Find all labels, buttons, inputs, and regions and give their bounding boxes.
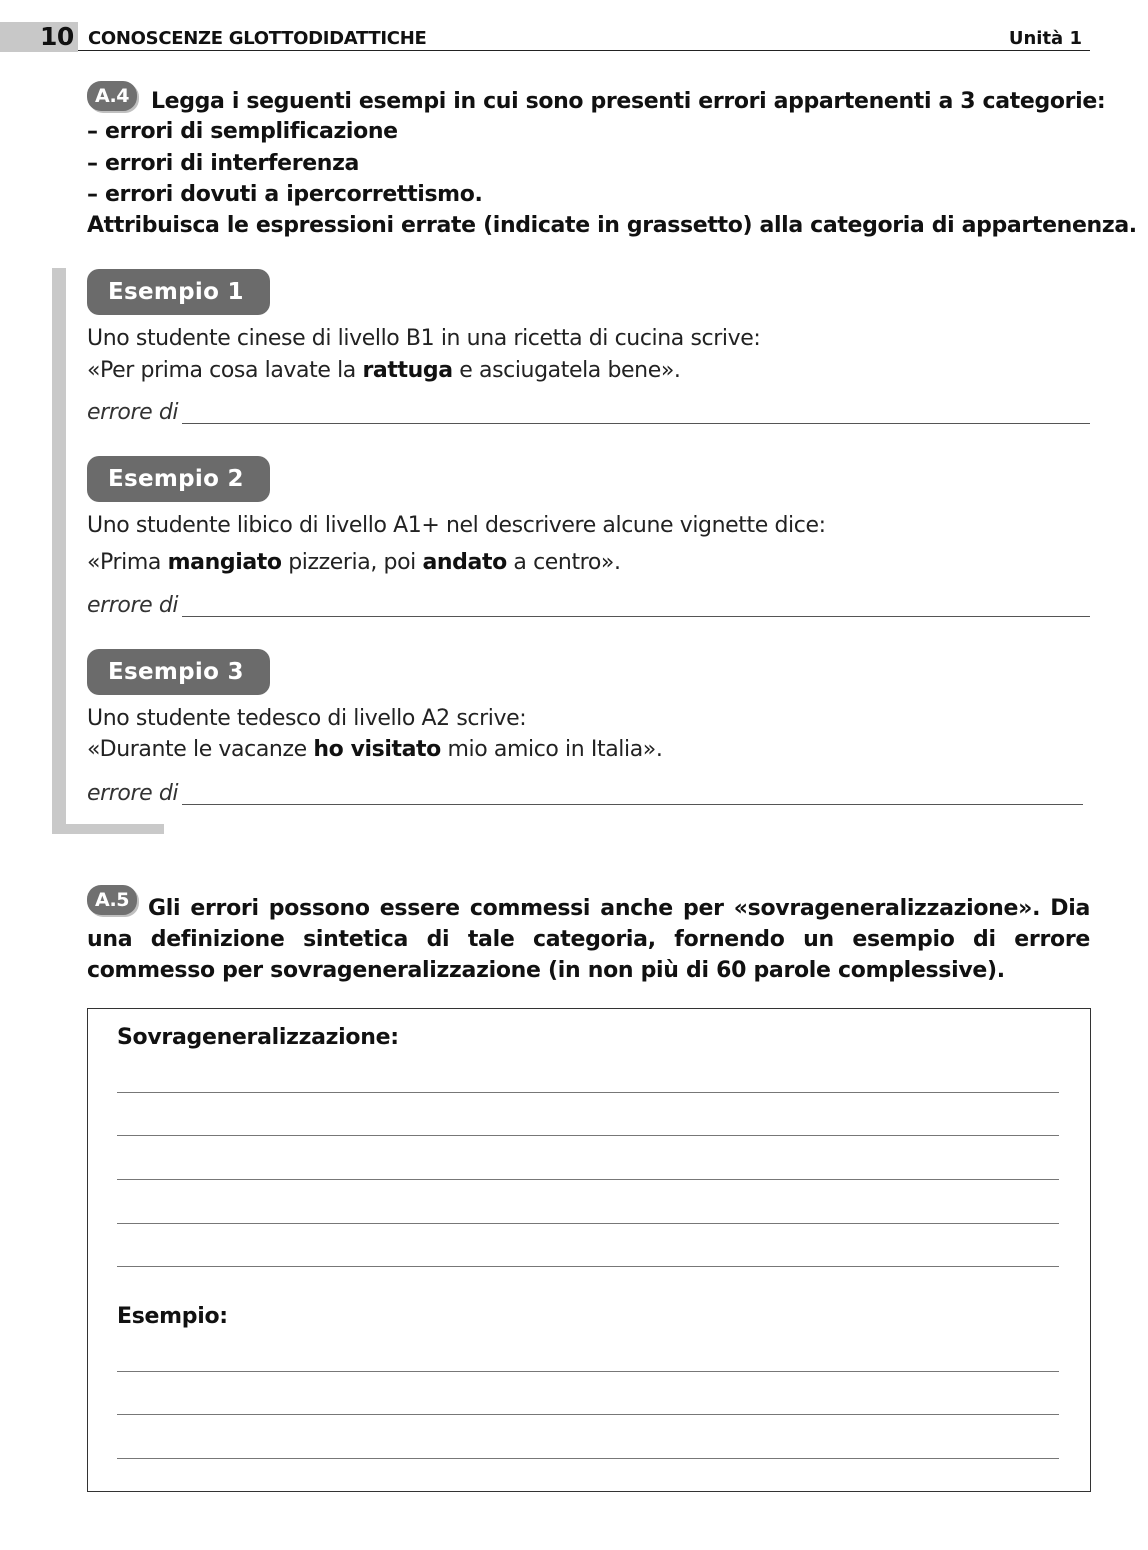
example-2-context: Uno studente libico di livello A1+ nel descrivere alcune vignette dice: [87, 513, 826, 538]
examples-side-bar [52, 268, 66, 833]
example-2-quote: «Prima mangiato pizzeria, poi andato a centro». [87, 550, 621, 575]
example-1-quote: «Per prima cosa lavate la rattuga e asciugatela bene». [87, 358, 681, 383]
section-title: CONOSCENZE GLOTTODIDATTICHE [88, 28, 427, 49]
example-1-error-word: rattuga [362, 358, 453, 383]
example-2-title: Esempio 2 [87, 456, 270, 502]
example-2-error-word-2: andato [422, 550, 507, 575]
exercise-badge-a5: A.5 [87, 885, 137, 915]
example-1-title: Esempio 1 [87, 269, 270, 315]
a4-instruction: Attribuisca le espressioni errate (indicate in grassetto) alla categoria di appartenenza. [87, 213, 1137, 238]
example-2-error-word-1: mangiato [167, 550, 282, 575]
example-line-1[interactable] [117, 1371, 1059, 1372]
example-line-2[interactable] [117, 1414, 1059, 1415]
definition-line-5[interactable] [117, 1266, 1059, 1267]
header-rule [78, 50, 1090, 51]
example-3-quote: «Durante le vacanze ho visitato mio amico in Italia». [87, 737, 663, 762]
a4-category-3: – errori dovuti a ipercorrettismo. [87, 182, 483, 207]
page-number: 10 [40, 22, 74, 51]
example-3-error-word: ho visitato [313, 737, 441, 762]
unit-label: Unità 1 [1008, 28, 1082, 49]
example-2-answer-line[interactable] [182, 616, 1090, 617]
definition-line-4[interactable] [117, 1223, 1059, 1224]
example-3-title: Esempio 3 [87, 649, 270, 695]
example-3-context: Uno studente tedesco di livello A2 scrive: [87, 706, 527, 731]
definition-label: Sovrageneralizzazione: [117, 1025, 399, 1050]
example-1-context: Uno studente cinese di livello B1 in una ricetta di cucina scrive: [87, 326, 761, 351]
example-1-answer-line[interactable] [182, 423, 1090, 424]
exercise-badge-a4: A.4 [87, 81, 137, 111]
a4-intro: Legga i seguenti esempi in cui sono presenti errori appartenenti a 3 categorie: [151, 89, 1106, 114]
definition-line-2[interactable] [117, 1135, 1059, 1136]
example-line-3[interactable] [117, 1458, 1059, 1459]
definition-line-1[interactable] [117, 1092, 1059, 1093]
a5-question: Gli errori possono essere commessi anche per «sovrageneralizzazione». Dia una definizione sintetica di tale categoria, fornendo un esempio di errore commesso per sovrageneralizzazione (in non più di 60 parole complessive). [87, 896, 1090, 983]
a4-category-2: – errori di interferenza [87, 151, 360, 176]
example-3-error-label: errore di [87, 781, 179, 806]
example-3-answer-line[interactable] [182, 804, 1083, 805]
example-2-error-label: errore di [87, 593, 179, 618]
examples-side-bar-foot [52, 824, 164, 834]
definition-line-3[interactable] [117, 1179, 1059, 1180]
a4-category-1: – errori di semplificazione [87, 119, 398, 144]
answer-box [87, 1008, 1091, 1492]
example-label: Esempio: [117, 1304, 228, 1329]
example-1-error-label: errore di [87, 400, 179, 425]
